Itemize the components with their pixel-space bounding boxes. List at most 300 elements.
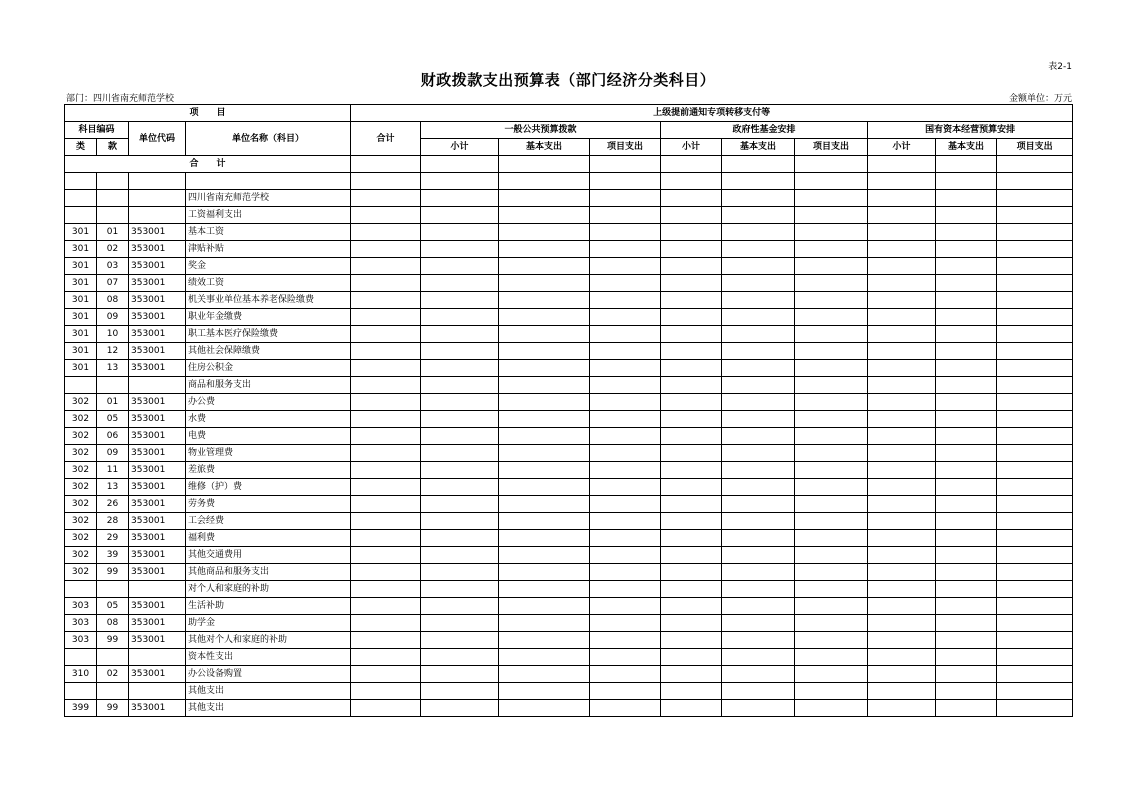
amount-cell	[351, 683, 421, 700]
amount-cell	[499, 683, 590, 700]
header-state-capital: 国有资本经营预算安排	[868, 122, 1073, 139]
amount-cell	[590, 700, 661, 717]
amount-cell	[997, 462, 1073, 479]
cat-cell	[65, 173, 97, 190]
cat-cell: 302	[65, 445, 97, 462]
unit-code-cell: 353001	[129, 700, 186, 717]
amount-cell	[722, 530, 795, 547]
unit-name-cell: 助学金	[186, 615, 351, 632]
unit-code-cell: 353001	[129, 241, 186, 258]
table-row	[65, 343, 1073, 360]
amount-cell	[795, 649, 868, 666]
amount-cell	[795, 564, 868, 581]
amount-cell	[661, 326, 722, 343]
kuan-cell: 08	[97, 292, 129, 309]
amount-cell	[868, 564, 936, 581]
amount-cell	[795, 224, 868, 241]
table-row	[65, 632, 1073, 649]
header-row-2	[65, 122, 1073, 139]
amount-cell	[936, 564, 997, 581]
kuan-cell: 10	[97, 326, 129, 343]
amount-cell	[722, 190, 795, 207]
unit-name-cell: 福利费	[186, 530, 351, 547]
header-row-1	[65, 105, 1073, 122]
header-capital-subtotal: 小计	[868, 139, 936, 156]
amount-cell	[722, 547, 795, 564]
amount-cell	[795, 173, 868, 190]
cat-cell: 301	[65, 241, 97, 258]
header-general-subtotal: 小计	[421, 139, 499, 156]
amount-cell	[661, 632, 722, 649]
cat-cell: 302	[65, 547, 97, 564]
amount-cell	[661, 309, 722, 326]
amount-cell	[351, 649, 421, 666]
amount-cell	[868, 309, 936, 326]
kuan-cell: 01	[97, 224, 129, 241]
amount-cell	[997, 547, 1073, 564]
amount-cell	[661, 445, 722, 462]
unit-name-cell: 对个人和家庭的补助	[186, 581, 351, 598]
amount-cell	[421, 462, 499, 479]
amount-cell	[795, 275, 868, 292]
amount-cell	[722, 275, 795, 292]
amount-cell	[590, 377, 661, 394]
amount-cell	[351, 530, 421, 547]
amount-cell	[868, 445, 936, 462]
unit-code-cell: 353001	[129, 326, 186, 343]
amount-cell	[351, 666, 421, 683]
unit-name-cell: 水费	[186, 411, 351, 428]
amount-cell	[590, 479, 661, 496]
amount-cell	[868, 326, 936, 343]
amount-cell	[590, 547, 661, 564]
amount-cell	[722, 632, 795, 649]
amount-cell	[421, 394, 499, 411]
amount-cell	[661, 598, 722, 615]
amount-cell	[590, 564, 661, 581]
amount-cell	[499, 224, 590, 241]
amount-cell	[722, 411, 795, 428]
amount-cell	[661, 258, 722, 275]
amount-cell	[936, 190, 997, 207]
unit-code-cell: 353001	[129, 462, 186, 479]
table-row	[65, 377, 1073, 394]
amount-cell	[722, 700, 795, 717]
amount-cell	[997, 156, 1073, 173]
amount-cell	[997, 649, 1073, 666]
cat-cell: 302	[65, 564, 97, 581]
amount-cell	[421, 547, 499, 564]
amount-cell	[936, 649, 997, 666]
header-subject-code: 科目编码	[65, 122, 129, 139]
cat-cell: 303	[65, 598, 97, 615]
amount-cell	[868, 496, 936, 513]
amount-cell	[997, 275, 1073, 292]
header-cat: 类	[65, 139, 97, 156]
amount-cell	[421, 428, 499, 445]
unit-code-cell: 353001	[129, 428, 186, 445]
cat-cell	[65, 683, 97, 700]
amount-cell	[868, 683, 936, 700]
kuan-cell	[97, 190, 129, 207]
unit-code-cell: 353001	[129, 309, 186, 326]
amount-cell	[590, 649, 661, 666]
amount-cell	[499, 479, 590, 496]
unit-code-cell: 353001	[129, 275, 186, 292]
kuan-cell	[97, 649, 129, 666]
header-upper-transfer: 上级提前通知专项转移支付等	[351, 105, 1073, 122]
amount-cell	[421, 513, 499, 530]
amount-cell	[936, 581, 997, 598]
amount-cell	[997, 496, 1073, 513]
amount-cell	[499, 445, 590, 462]
amount-cell	[997, 411, 1073, 428]
amount-cell	[795, 309, 868, 326]
amount-cell	[499, 700, 590, 717]
kuan-cell: 28	[97, 513, 129, 530]
budget-table	[64, 104, 1073, 717]
cat-cell	[65, 377, 97, 394]
amount-cell	[661, 496, 722, 513]
unit-code-cell	[129, 173, 186, 190]
kuan-cell	[97, 377, 129, 394]
amount-cell	[936, 394, 997, 411]
amount-cell	[936, 479, 997, 496]
table-row	[65, 513, 1073, 530]
header-general-project: 项目支出	[590, 139, 661, 156]
kuan-cell: 26	[97, 496, 129, 513]
amount-cell	[997, 598, 1073, 615]
amount-cell	[997, 224, 1073, 241]
cat-cell: 302	[65, 479, 97, 496]
amount-cell	[590, 581, 661, 598]
table-row	[65, 241, 1073, 258]
table-row	[65, 581, 1073, 598]
amount-cell	[661, 513, 722, 530]
amount-cell	[351, 496, 421, 513]
amount-cell	[351, 224, 421, 241]
unit-code-cell: 353001	[129, 360, 186, 377]
unit-name-cell: 物业管理费	[186, 445, 351, 462]
amount-cell	[997, 530, 1073, 547]
amount-cell	[351, 615, 421, 632]
amount-cell	[590, 292, 661, 309]
amount-cell	[421, 598, 499, 615]
kuan-cell: 99	[97, 700, 129, 717]
amount-cell	[795, 700, 868, 717]
amount-cell	[351, 428, 421, 445]
amount-cell	[722, 360, 795, 377]
amount-cell	[499, 496, 590, 513]
amount-cell	[499, 564, 590, 581]
amount-cell	[868, 462, 936, 479]
amount-cell	[351, 156, 421, 173]
amount-cell	[722, 241, 795, 258]
amount-cell	[997, 292, 1073, 309]
unit-name-cell: 工资福利支出	[186, 207, 351, 224]
table-row	[65, 564, 1073, 581]
amount-cell	[590, 258, 661, 275]
amount-cell	[590, 683, 661, 700]
amount-cell	[421, 173, 499, 190]
amount-cell	[351, 547, 421, 564]
unit-name-cell: 生活补助	[186, 598, 351, 615]
amount-cell	[936, 411, 997, 428]
unit-code-cell: 353001	[129, 411, 186, 428]
amount-cell	[590, 360, 661, 377]
kuan-cell: 01	[97, 394, 129, 411]
amount-cell	[351, 292, 421, 309]
cat-cell	[65, 581, 97, 598]
amount-cell	[421, 411, 499, 428]
kuan-cell: 07	[97, 275, 129, 292]
amount-cell	[936, 173, 997, 190]
unit-code-cell: 353001	[129, 615, 186, 632]
amount-cell	[351, 700, 421, 717]
amount-cell	[936, 292, 997, 309]
amount-cell	[868, 513, 936, 530]
amount-cell	[868, 173, 936, 190]
unit-name-cell: 办公费	[186, 394, 351, 411]
amount-cell	[499, 428, 590, 445]
kuan-cell: 13	[97, 360, 129, 377]
amount-cell	[661, 156, 722, 173]
amount-cell	[722, 207, 795, 224]
amount-cell	[868, 394, 936, 411]
amount-cell	[421, 700, 499, 717]
unit-code-cell: 353001	[129, 343, 186, 360]
table-row	[65, 428, 1073, 445]
amount-cell	[351, 241, 421, 258]
amount-cell	[351, 411, 421, 428]
amount-cell	[351, 632, 421, 649]
amount-cell	[661, 547, 722, 564]
amount-cell	[661, 462, 722, 479]
table-row	[65, 292, 1073, 309]
amount-cell	[351, 462, 421, 479]
meta-row	[64, 91, 1072, 103]
unit-name-cell: 津贴补贴	[186, 241, 351, 258]
amount-cell	[421, 530, 499, 547]
amount-cell	[590, 632, 661, 649]
amount-cell	[722, 496, 795, 513]
amount-cell	[795, 343, 868, 360]
unit-code-cell: 353001	[129, 564, 186, 581]
amount-cell	[795, 156, 868, 173]
amount-cell	[868, 343, 936, 360]
unit-name-cell: 维修（护）费	[186, 479, 351, 496]
amount-cell	[868, 581, 936, 598]
amount-cell	[351, 309, 421, 326]
amount-cell	[499, 666, 590, 683]
amount-cell	[936, 598, 997, 615]
amount-cell	[722, 394, 795, 411]
amount-cell	[421, 275, 499, 292]
amount-cell	[421, 326, 499, 343]
unit-code-cell: 353001	[129, 292, 186, 309]
total-row	[65, 156, 1073, 173]
table-row	[65, 462, 1073, 479]
amount-cell	[351, 275, 421, 292]
amount-cell	[997, 360, 1073, 377]
amount-cell	[499, 632, 590, 649]
kuan-cell: 05	[97, 411, 129, 428]
header-total: 合计	[351, 122, 421, 156]
amount-cell	[661, 479, 722, 496]
kuan-cell: 13	[97, 479, 129, 496]
amount-cell	[997, 343, 1073, 360]
cat-cell: 301	[65, 275, 97, 292]
amount-cell	[795, 496, 868, 513]
table-row	[65, 275, 1073, 292]
amount-cell	[795, 445, 868, 462]
header-gov-fund: 政府性基金安排	[661, 122, 868, 139]
cat-cell: 301	[65, 343, 97, 360]
amount-cell	[421, 207, 499, 224]
amount-cell	[795, 258, 868, 275]
department-label: 部门：四川省南充师范学校	[66, 94, 175, 104]
amount-cell	[997, 241, 1073, 258]
unit-code-cell	[129, 377, 186, 394]
table-row	[65, 547, 1073, 564]
amount-cell	[868, 530, 936, 547]
unit-code-cell	[129, 207, 186, 224]
unit-code-cell: 353001	[129, 496, 186, 513]
unit-name-cell: 基本工资	[186, 224, 351, 241]
amount-cell	[499, 411, 590, 428]
table-row	[65, 360, 1073, 377]
amount-cell	[997, 632, 1073, 649]
amount-cell	[936, 343, 997, 360]
amount-cell	[795, 479, 868, 496]
amount-cell	[499, 581, 590, 598]
amount-cell	[795, 394, 868, 411]
amount-cell	[351, 394, 421, 411]
amount-cell	[936, 377, 997, 394]
cat-cell: 302	[65, 530, 97, 547]
table-row	[65, 190, 1073, 207]
amount-cell	[997, 513, 1073, 530]
table-row	[65, 224, 1073, 241]
table-row	[65, 683, 1073, 700]
kuan-cell	[97, 173, 129, 190]
amount-cell	[661, 700, 722, 717]
amount-cell	[868, 258, 936, 275]
kuan-cell: 99	[97, 564, 129, 581]
amount-cell	[868, 666, 936, 683]
header-kuan: 款	[97, 139, 129, 156]
amount-cell	[868, 632, 936, 649]
amount-cell	[351, 513, 421, 530]
unit-code-cell: 353001	[129, 445, 186, 462]
amount-cell	[997, 258, 1073, 275]
amount-cell	[722, 581, 795, 598]
amount-cell	[722, 326, 795, 343]
amount-cell	[795, 207, 868, 224]
header-fund-subtotal: 小计	[661, 139, 722, 156]
amount-cell	[499, 258, 590, 275]
unit-name-cell: 其他支出	[186, 683, 351, 700]
amount-cell	[499, 377, 590, 394]
amount-cell	[661, 275, 722, 292]
cat-cell: 303	[65, 615, 97, 632]
unit-name-cell: 其他支出	[186, 700, 351, 717]
amount-cell	[722, 513, 795, 530]
amount-cell	[661, 207, 722, 224]
amount-cell	[795, 547, 868, 564]
cat-cell: 301	[65, 292, 97, 309]
kuan-cell: 06	[97, 428, 129, 445]
amount-cell	[661, 564, 722, 581]
amount-cell	[661, 530, 722, 547]
unit-name-cell: 职工基本医疗保险缴费	[186, 326, 351, 343]
amount-cell	[795, 292, 868, 309]
amount-cell	[795, 513, 868, 530]
amount-cell	[868, 224, 936, 241]
amount-cell	[590, 309, 661, 326]
unit-code-cell: 353001	[129, 513, 186, 530]
header-capital-basic: 基本支出	[936, 139, 997, 156]
amount-cell	[499, 326, 590, 343]
amount-cell	[795, 615, 868, 632]
amount-cell	[936, 530, 997, 547]
amount-cell	[499, 173, 590, 190]
unit-code-cell: 353001	[129, 224, 186, 241]
amount-cell	[590, 530, 661, 547]
amount-cell	[421, 479, 499, 496]
unit-name-cell: 绩效工资	[186, 275, 351, 292]
amount-cell	[997, 479, 1073, 496]
amount-cell	[590, 275, 661, 292]
amount-cell	[722, 428, 795, 445]
amount-cell	[499, 615, 590, 632]
amount-cell	[722, 649, 795, 666]
cat-cell: 302	[65, 496, 97, 513]
amount-cell	[936, 156, 997, 173]
table-row	[65, 411, 1073, 428]
table-row	[65, 598, 1073, 615]
amount-cell	[936, 326, 997, 343]
amount-cell	[661, 615, 722, 632]
kuan-cell: 12	[97, 343, 129, 360]
unit-name-cell: 住房公积金	[186, 360, 351, 377]
amount-cell	[795, 377, 868, 394]
amount-cell	[590, 598, 661, 615]
table-row	[65, 615, 1073, 632]
amount-cell	[936, 224, 997, 241]
amount-cell	[997, 445, 1073, 462]
amount-cell	[421, 190, 499, 207]
amount-cell	[997, 394, 1073, 411]
amount-cell	[936, 513, 997, 530]
cat-cell: 303	[65, 632, 97, 649]
amount-cell	[499, 190, 590, 207]
amount-cell	[590, 445, 661, 462]
unit-name-cell: 其他商品和服务支出	[186, 564, 351, 581]
amount-cell	[868, 411, 936, 428]
amount-cell	[499, 360, 590, 377]
amount-cell	[421, 343, 499, 360]
amount-cell	[421, 156, 499, 173]
amount-cell	[590, 207, 661, 224]
table-row	[65, 649, 1073, 666]
amount-cell	[795, 360, 868, 377]
amount-cell	[997, 377, 1073, 394]
unit-name-cell: 劳务费	[186, 496, 351, 513]
amount-cell	[795, 530, 868, 547]
amount-cell	[351, 190, 421, 207]
amount-cell	[421, 258, 499, 275]
